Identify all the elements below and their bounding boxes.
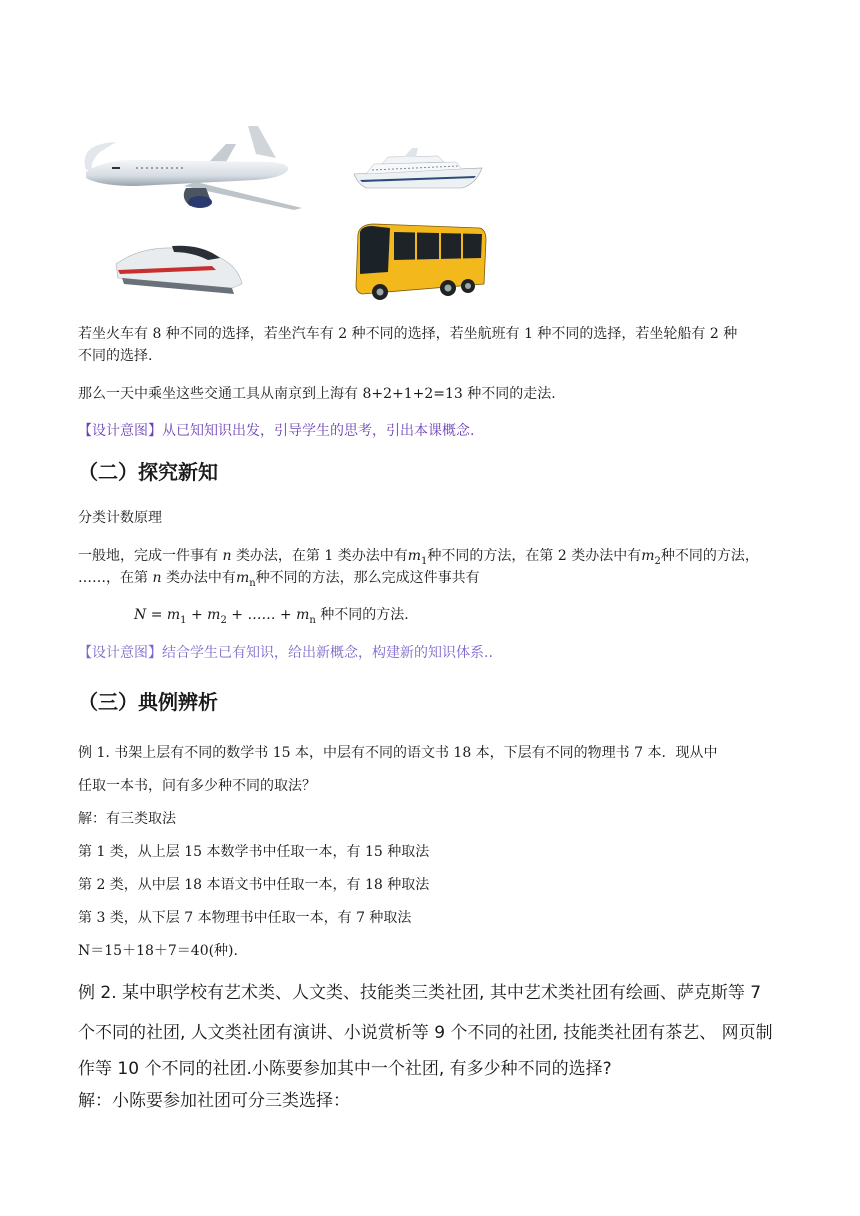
section-heading-explore: （二）探究新知: [78, 460, 218, 484]
example2-line-2: 个不同的社团, 人文类社团有演讲、小说赏析等 9 个不同的社团, 技能类社团有茶艺、 网页制: [78, 1023, 773, 1043]
design-intent-1: 【设计意图】从已知知识出发，引导学生的思考，引出本课概念.: [78, 423, 475, 439]
intro-line-1: 若坐火车有 8 种不同的选择，若坐汽车有 2 种不同的选择，若坐航班有 1 种不同的选择，若坐轮船有 2 种: [78, 326, 738, 342]
example1-case-1: 第 1 类，从上层 15 本数学书中任取一本，有 15 种取法: [78, 844, 430, 860]
section-heading-examples: （三）典例辨析: [78, 690, 218, 714]
example1-case-3: 第 3 类，从下层 7 本物理书中任取一本，有 7 种取法: [78, 910, 412, 926]
ship-icon: [352, 146, 484, 192]
intro-line-2: 不同的选择.: [78, 348, 153, 364]
example2-line-3: 作等 10 个不同的社团.小陈要参加其中一个社团, 有多少种不同的选择?: [78, 1059, 612, 1079]
formula: $N = m_1 + m_2$ + …… + $m_n$ 种不同的方法.: [134, 607, 409, 626]
example2-solution: 解：小陈要参加社团可分三类选择：: [78, 1091, 350, 1111]
definition-line-2: ……，在第 n 类办法中有$m_n$种不同的方法，那么完成这件事共有: [78, 570, 480, 589]
example2-line-1: 例 2. 某中职学校有艺术类、人文类、技能类三类社团, 其中艺术类社团有绘画、萨克斯等 7: [78, 983, 762, 1003]
example1-line-2: 任取一本书，问有多少种不同的取法？: [78, 778, 316, 794]
airplane-icon: [76, 124, 304, 216]
design-intent-2: 【设计意图】结合学生已有知识，给出新概念，构建新的知识体系..: [78, 645, 493, 661]
principle-title: 分类计数原理: [78, 510, 162, 526]
example1-line-1: 例 1. 书架上层有不同的数学书 15 本，中层有不同的语文书 18 本，下层有不同的物理书 7 本．现从中: [78, 745, 718, 761]
definition-line-1: 一般地，完成一件事有 n 类办法，在第 1 类办法中有$m_1$种不同的方法，在第 2 类办法中有$m_2$种不同的方法，: [78, 548, 759, 567]
example1-answer: N＝15＋18＋7＝40(种).: [78, 943, 238, 959]
example1-solution: 解：有三类取法: [78, 811, 176, 827]
example1-case-2: 第 2 类，从中层 18 本语文书中任取一本，有 18 种取法: [78, 877, 430, 893]
train-icon: [112, 234, 244, 298]
intro-line-3: 那么一天中乘坐这些交通工具从南京到上海有 8+2+1+2=13 种不同的走法.: [78, 386, 556, 402]
bus-icon: [354, 220, 488, 302]
